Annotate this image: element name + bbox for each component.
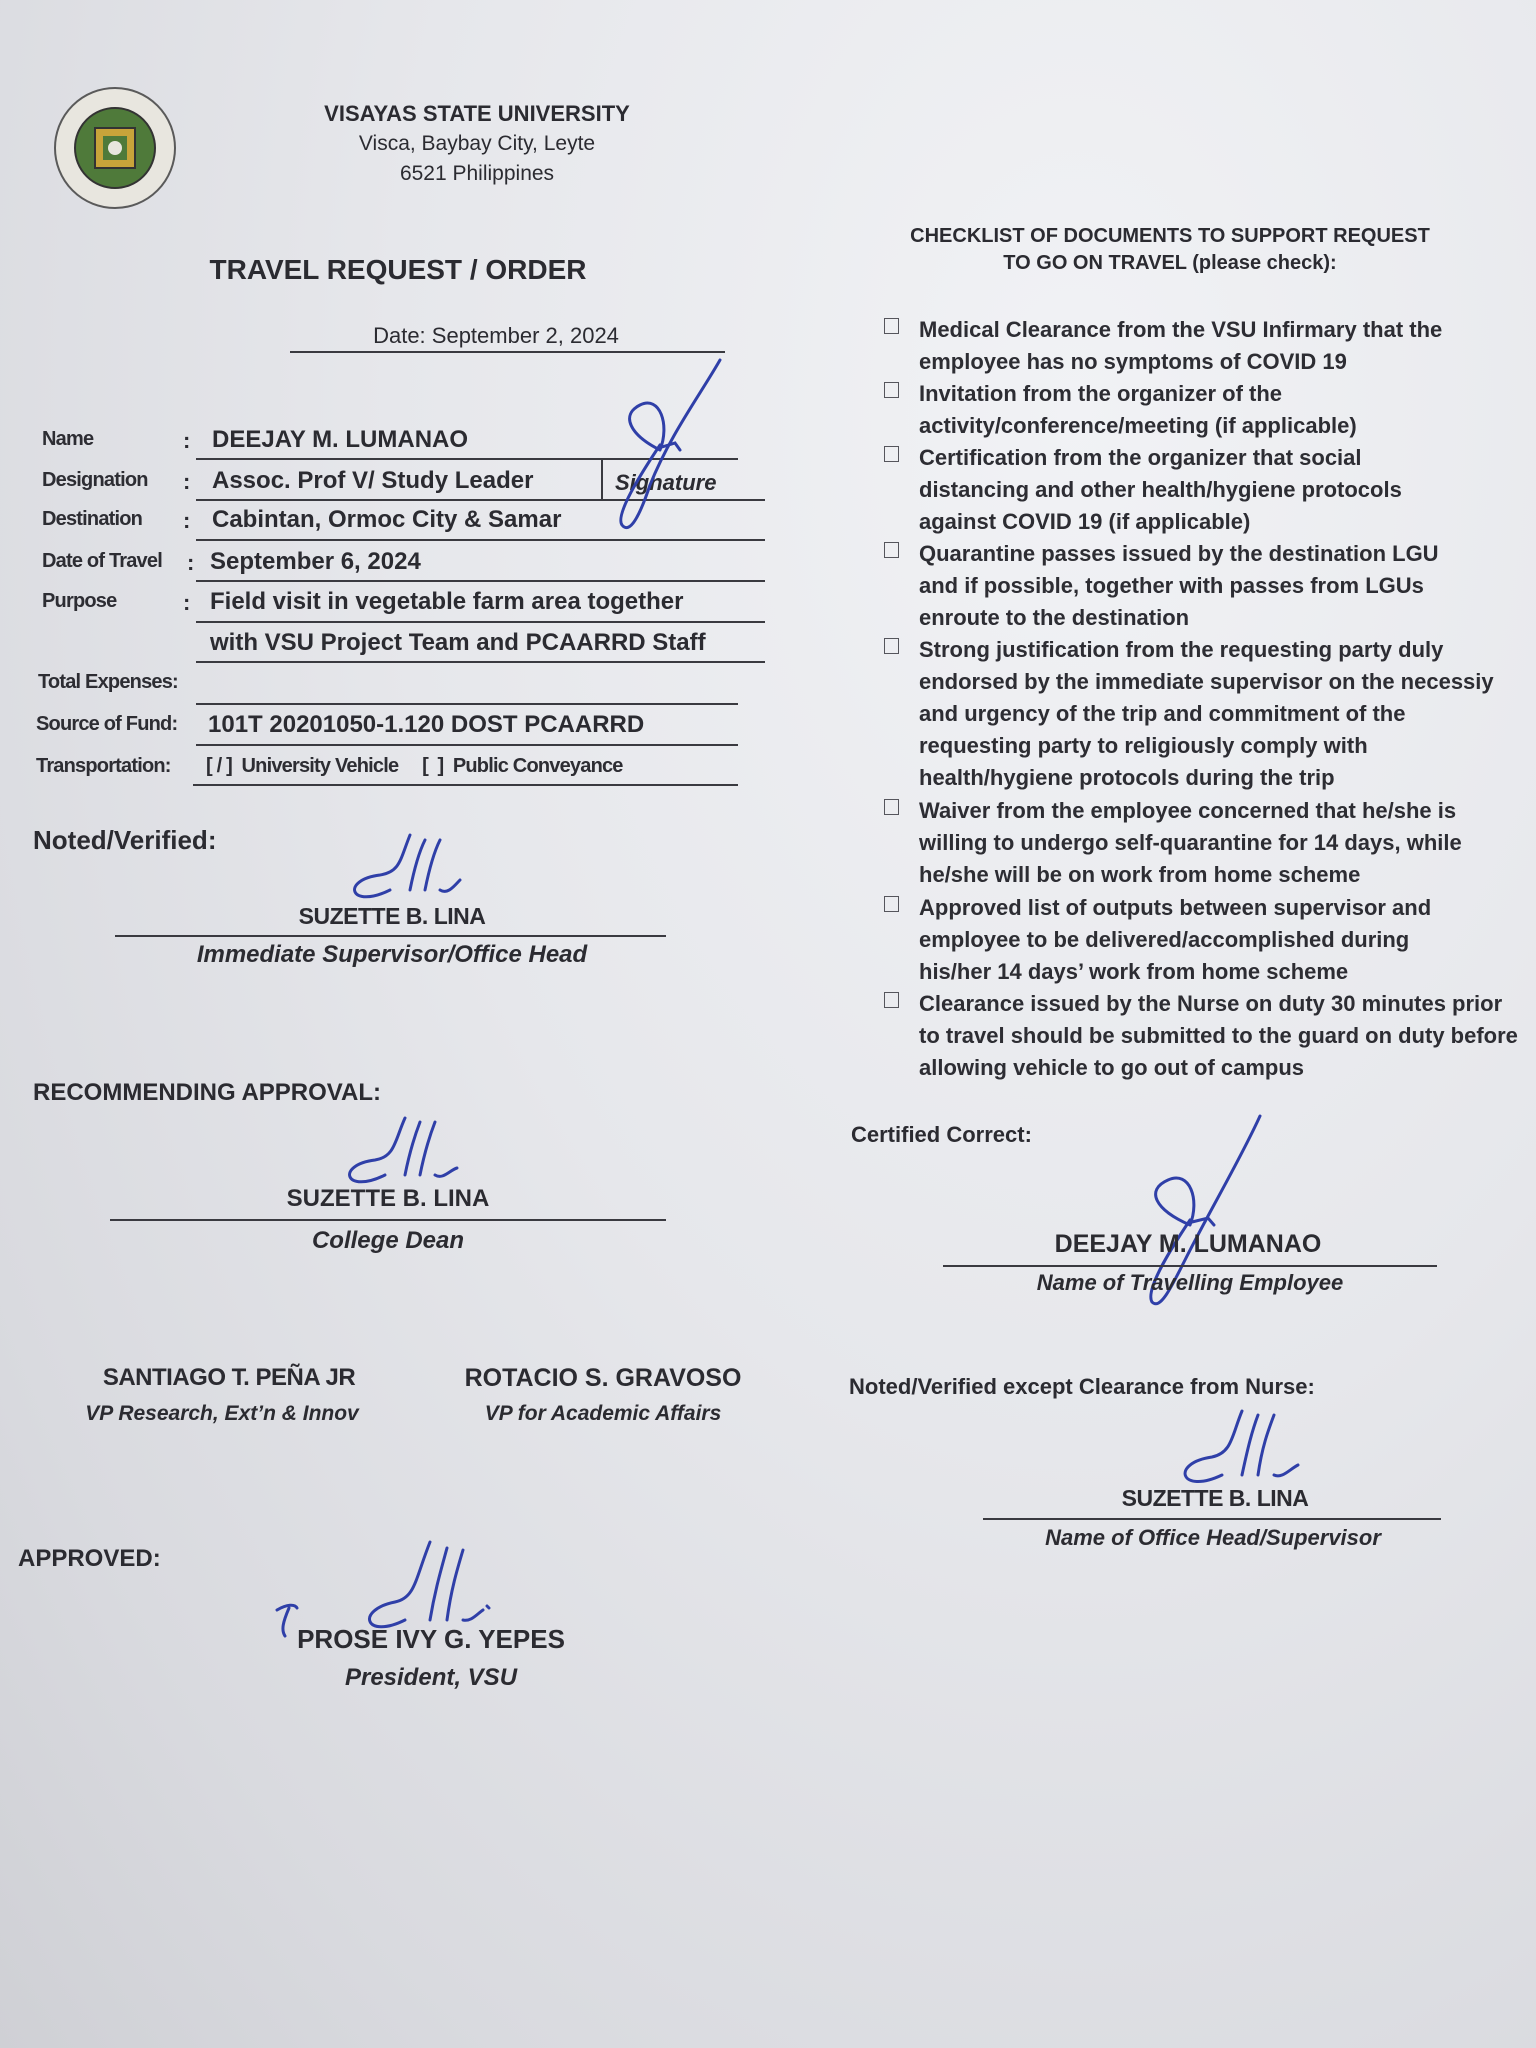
request-date: Date: September 2, 2024 bbox=[373, 323, 619, 348]
certified-correct-label: Certified Correct: bbox=[851, 1122, 1032, 1147]
value-designation: Assoc. Prof V/ Study Leader bbox=[212, 467, 534, 494]
recommending-title: College Dean bbox=[311, 1227, 465, 1254]
checklist-item: Clearance issued by the Nurse on duty 30 minutes prior to travel should be submitted to the guard on duty before allowing vehicle to go out of campus bbox=[919, 991, 1518, 1080]
checkbox[interactable] bbox=[884, 992, 899, 1008]
date-underline bbox=[290, 351, 725, 353]
form-title: TRAVEL REQUEST / ORDER bbox=[209, 254, 587, 285]
requester-signature bbox=[600, 355, 740, 545]
label-purpose: Purpose bbox=[42, 590, 117, 612]
signature-line bbox=[943, 1265, 1437, 1267]
colon: : bbox=[183, 508, 191, 533]
underline bbox=[193, 784, 738, 786]
underline bbox=[196, 621, 765, 623]
office-head-name: SUZETTE B. LINA bbox=[1121, 1485, 1309, 1511]
noted-title: Immediate Supervisor/Office Head bbox=[196, 941, 588, 968]
underline bbox=[196, 703, 738, 705]
signature-label: Signature bbox=[615, 470, 717, 495]
label-date-of-travel: Date of Travel bbox=[42, 550, 162, 572]
colon: : bbox=[187, 550, 195, 575]
signature-line bbox=[110, 1219, 666, 1221]
checklist-item: Approved list of outputs between supervisor and employee to be delivered/accomplished during his/her 14 days’ work from home scheme bbox=[919, 895, 1432, 984]
value-name: DEEJAY M. LUMANAO bbox=[212, 426, 469, 453]
university-name: VISAYAS STATE UNIVERSITY bbox=[324, 101, 630, 126]
label-total-expenses: Total Expenses: bbox=[38, 671, 178, 693]
label-source-of-fund: Source of Fund: bbox=[36, 713, 178, 735]
nurse-clearance-label: Noted/Verified except Clearance from Nurse: bbox=[849, 1374, 1315, 1399]
underline bbox=[196, 744, 738, 746]
label-designation: Designation bbox=[42, 469, 148, 491]
address-line-2: 6521 Philippines bbox=[399, 162, 555, 185]
checklist-heading-line-1: CHECKLIST OF DOCUMENTS TO SUPPORT REQUEST bbox=[910, 225, 1430, 247]
checkbox[interactable] bbox=[884, 799, 899, 815]
vp-academic-title: VP for Academic Affairs bbox=[484, 1402, 722, 1425]
noted-verified-label: Noted/Verified: bbox=[33, 825, 217, 855]
checkbox[interactable] bbox=[884, 638, 899, 654]
checklist-item: Medical Clearance from the VSU Infirmary that the employee has no symptoms of COVID 19 bbox=[919, 317, 1443, 374]
checkbox[interactable] bbox=[884, 446, 899, 462]
checkbox[interactable] bbox=[884, 318, 899, 334]
checklist-item: Waiver from the employee concerned that he/she is willing to undergo self-quarantine for 14 days, while he/she will be on work from home scheme bbox=[919, 798, 1462, 887]
vp-research-title: VP Research, Ext’n & Innov bbox=[85, 1402, 359, 1425]
president-name: PROSE IVY G. YEPES bbox=[297, 1624, 565, 1654]
checklist-item: Invitation from the organizer of the activity/conference/meeting (if applicable) bbox=[919, 381, 1357, 438]
value-purpose-line-1: Field visit in vegetable farm area together bbox=[210, 588, 684, 615]
president-title: President, VSU bbox=[344, 1664, 518, 1691]
checklist-item: Quarantine passes issued by the destination LGU and if possible, together with passes from LGUs enroute to the destination bbox=[919, 541, 1439, 630]
signature-line bbox=[115, 935, 666, 937]
vp-research-name: SANTIAGO T. PEÑA JR bbox=[102, 1364, 356, 1391]
value-purpose-line-2: with VSU Project Team and PCAARRD Staff bbox=[210, 629, 706, 656]
approved-label: APPROVED: bbox=[18, 1545, 161, 1572]
university-seal bbox=[53, 86, 177, 210]
checklist-item: Certification from the organizer that social distancing and other health/hygiene protocols against COVID 19 (if applicable) bbox=[919, 445, 1402, 534]
colon: : bbox=[183, 469, 191, 494]
checkbox[interactable] bbox=[884, 382, 899, 398]
certified-title: Name of Travelling Employee bbox=[1036, 1270, 1344, 1295]
office-head-title: Name of Office Head/Supervisor bbox=[1045, 1525, 1381, 1550]
label-name: Name bbox=[42, 428, 94, 450]
colon: : bbox=[183, 590, 191, 615]
address-line-1: Visca, Baybay City, Leyte bbox=[358, 132, 596, 155]
noted-name: SUZETTE B. LINA bbox=[298, 903, 486, 929]
colon: : bbox=[183, 428, 191, 453]
certified-name: DEEJAY M. LUMANAO bbox=[1054, 1230, 1322, 1258]
value-transportation: [ / ] University Vehicle [ ] Public Conveyance bbox=[206, 755, 623, 777]
underline bbox=[196, 580, 765, 582]
checkbox[interactable] bbox=[884, 542, 899, 558]
checkbox[interactable] bbox=[884, 896, 899, 912]
checklist-heading-line-2: TO GO ON TRAVEL (please check): bbox=[1003, 252, 1337, 274]
label-transportation: Transportation: bbox=[36, 755, 171, 777]
value-destination: Cabintan, Ormoc City & Samar bbox=[212, 506, 562, 533]
checklist-item: Strong justification from the requesting party duly endorsed by the immediate supervisor on the necessiy and urgency of the trip and commitment of the requesting party to religiously comply with health/hygiene protocols during the trip bbox=[919, 637, 1494, 790]
recommending-approval-label: RECOMMENDING APPROVAL: bbox=[33, 1079, 381, 1106]
signature-line bbox=[983, 1518, 1441, 1520]
underline bbox=[196, 661, 765, 663]
value-source-of-fund: 101T 20201050-1.120 DOST PCAARRD bbox=[208, 711, 645, 738]
label-destination: Destination bbox=[42, 508, 143, 530]
value-date-of-travel: September 6, 2024 bbox=[210, 548, 421, 575]
vp-academic-name: ROTACIO S. GRAVOSO bbox=[464, 1364, 742, 1392]
recommending-name: SUZETTE B. LINA bbox=[286, 1185, 490, 1212]
